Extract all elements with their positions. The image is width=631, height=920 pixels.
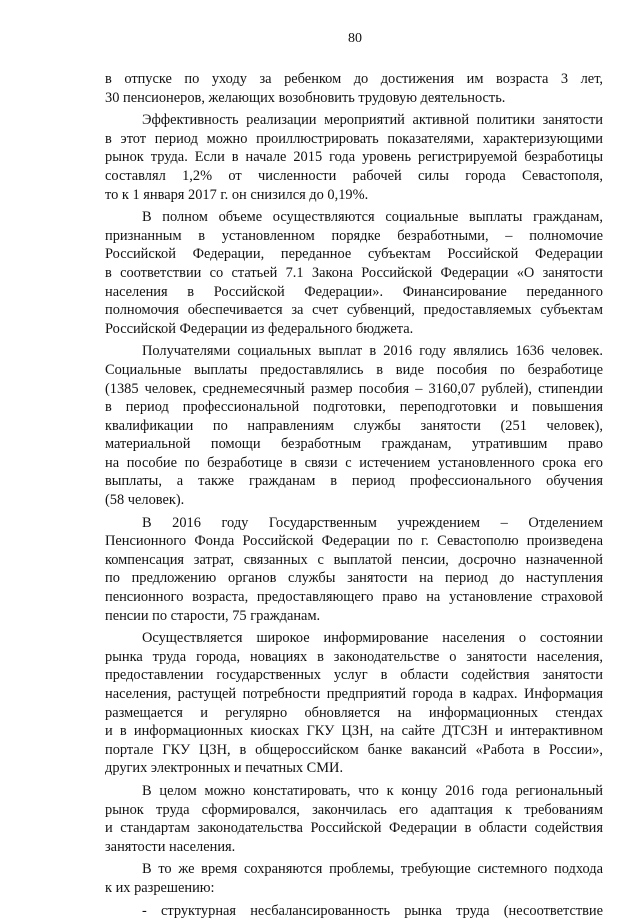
paragraph [105, 70, 603, 107]
text-line: занятости населения. [105, 838, 236, 855]
text-line: Получателями социальных выплат в 2016 году являлись 1636 человек. [142, 343, 603, 360]
paragraph [105, 111, 603, 204]
text-line: Осуществляется широкое информирование населения о состоянии [142, 630, 603, 647]
text-line: на пособие по безработице в связи с истечением установленного срока его [105, 454, 603, 471]
text-line: В полном объеме осуществляются социальные выплаты гражданам, [142, 209, 603, 226]
text-line: пенсионного возраста, предоставляющего право на установление страховой [105, 589, 603, 606]
text-line: предоставлении государственных услуг в области содействия занятости [105, 667, 603, 684]
text-line: составлял 1,2% от численности рабочей силы города Севастополя, [105, 167, 603, 184]
paragraph [105, 860, 603, 897]
paragraph [105, 782, 603, 856]
text-line: населения в Российской Федерации». Финансирование переданного [105, 283, 603, 300]
text-line: других электронных и печатных СМИ. [105, 760, 344, 777]
text-line: и в информационных киосках ГКУ ЦЗН, на сайте ДТСЗН и интерактивном [105, 723, 603, 740]
bullet-item [105, 902, 603, 920]
text-line: квалификации по направлениям службы занятости (251 человек), [105, 417, 603, 434]
text-line: Пенсионного Фонда Российской Федерации по г. Севастополю произведена [105, 533, 603, 550]
text-line: Эффективность реализации мероприятий активной политики занятости [142, 112, 603, 129]
text-line: полномочия обеспечивается за счет субвенций, предоставляемых субъектам [105, 302, 603, 319]
text-line: выплаты, а также гражданам в период профессионального обучения [105, 473, 603, 490]
paragraph [105, 629, 603, 778]
text-line: в период профессиональной подготовки, переподготовки и повышения [105, 399, 603, 416]
body-text [105, 70, 603, 898]
paragraph [105, 342, 603, 509]
text-line: размещается и регулярно обновляется на информационных стендах [105, 704, 603, 721]
page-number: 80 [348, 31, 362, 46]
text-line: признанным в установленном порядке безработными, – полномочие [105, 227, 603, 244]
bullet-line: - структурная несбалансированность рынка труда (несоответствие [142, 902, 603, 919]
text-line: материальной помощи безработным гражданам, утратившим право [105, 436, 603, 453]
paragraph [105, 514, 603, 626]
text-line: к их разрешению: [105, 879, 215, 896]
text-line: то к 1 января 2017 г. он снизился до 0,19%. [105, 186, 369, 203]
text-line: Российской Федерации, переданное субъектам Российской Федерации [105, 246, 603, 263]
text-line: в отпуске по уходу за ребенком до достижения им возраста 3 лет, [105, 71, 603, 87]
text-line: рынка труда города, новациях в законодательстве о занятости населения, [105, 648, 603, 665]
text-line: портале ГКУ ЦЗН, в общероссийском банке вакансий «Работа в России», [105, 741, 603, 758]
text-line: (1385 человек, среднемесячный размер пособия – 3160,07 рублей), стипендии [105, 380, 603, 397]
text-line: по предложению органов службы занятости на период до наступления [105, 570, 603, 587]
text-line: В целом можно констатировать, что к концу 2016 года региональный [142, 782, 603, 799]
text-line: В 2016 году Государственным учреждением – Отделением [142, 514, 603, 531]
text-line: Российской Федерации из федерального бюджета. [105, 320, 414, 337]
text-line: (58 человек). [105, 492, 185, 509]
document-page [105, 30, 603, 920]
text-line: пенсии по старости, 75 гражданам. [105, 607, 321, 624]
text-line: рынок труда сформировался, закончилась его адаптация к требованиям [105, 801, 603, 818]
paragraph [105, 208, 603, 338]
text-line: и стандартам законодательства Российской Федерации в области содействия [105, 820, 603, 837]
text-line: Социальные выплаты предоставлялись в виде пособия по безработице [105, 361, 603, 378]
text-line: компенсация затрат, связанных с выплатой пенсии, досрочно назначенной [105, 551, 603, 568]
text-line: рынок труда. Если в начале 2015 года уровень регистрируемой безработицы [105, 149, 603, 166]
text-line: населения, растущей потребности предприятий города в кадрах. Информация [105, 686, 603, 702]
text-line: 30 пенсионеров, желающих возобновить трудовую деятельность. [105, 89, 506, 106]
text-line: в соответствии со статьей 7.1 Закона Российской Федерации «О занятости [105, 264, 603, 281]
text-line: В то же время сохраняются проблемы, требующие системного подхода [142, 861, 603, 878]
text-line: в этот период можно проиллюстрировать показателями, характеризующими [105, 130, 603, 147]
